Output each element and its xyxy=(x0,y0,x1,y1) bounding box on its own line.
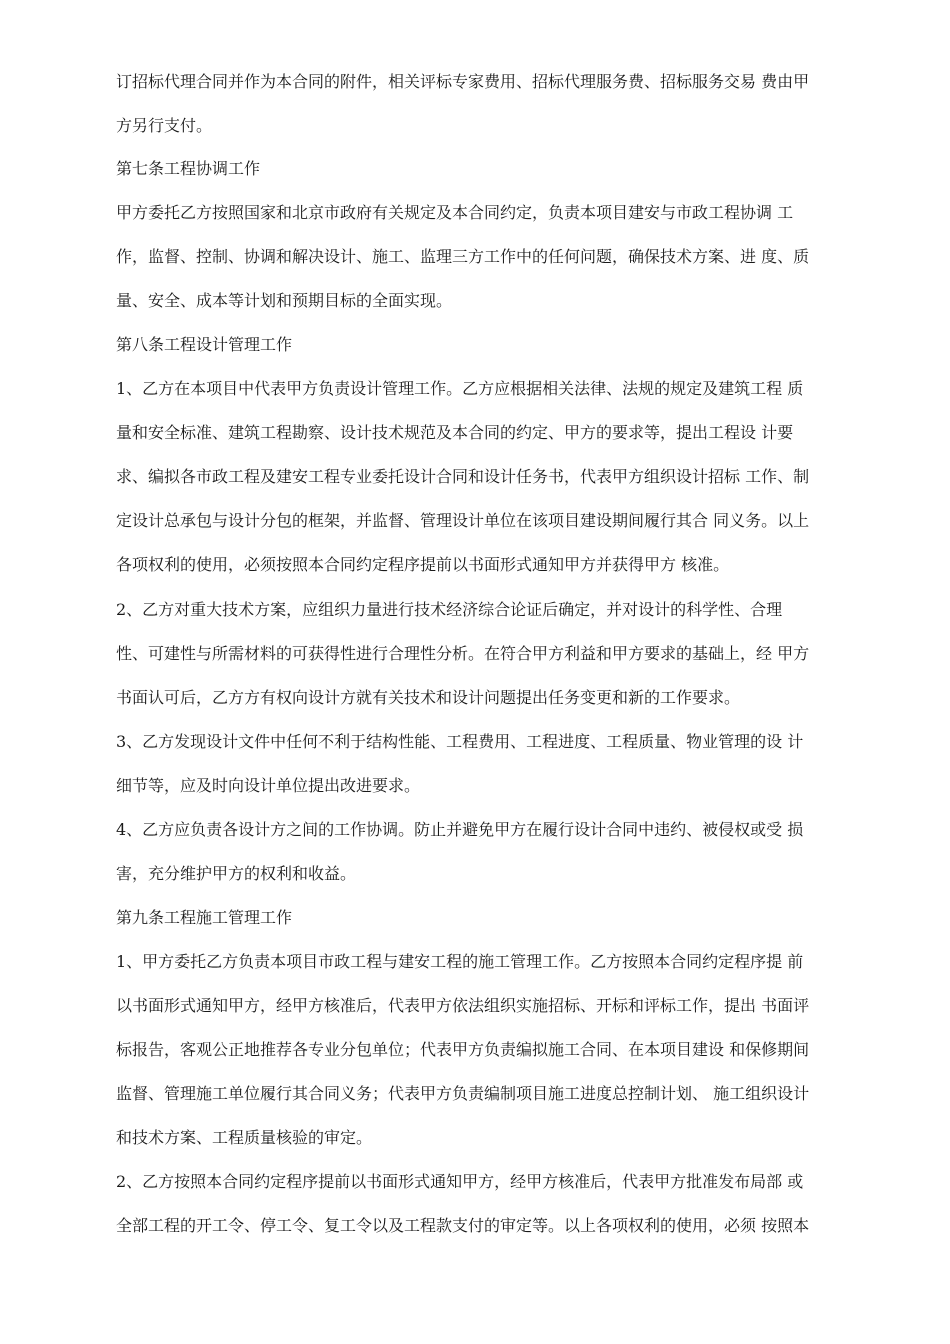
body-line: 4、乙方应负责各设计方之间的工作协调。防止并避免甲方在履行设计合同中违约、被侵权或受 损 xyxy=(116,820,804,839)
article-heading: 第九条工程施工管理工作 xyxy=(116,908,293,927)
body-line: 以书面形式通知甲方，经甲方核准后，代表甲方依法组织实施招标、开标和评标工作，提出 书面评 xyxy=(116,996,810,1015)
body-line: 各项权利的使用，必须按照本合同约定程序提前以书面形式通知甲方并获得甲方 核准。 xyxy=(116,555,730,574)
body-line: 2、乙方按照本合同约定程序提前以书面形式通知甲方，经甲方核准后，代表甲方批准发布局部 或 xyxy=(116,1172,804,1191)
body-line: 订招标代理合同并作为本合同的附件，相关评标专家费用、招标代理服务费、招标服务交易 费由甲 xyxy=(116,72,810,91)
body-line: 细节等，应及时向设计单位提出改进要求。 xyxy=(116,776,421,795)
body-line: 2、乙方对重大技术方案，应组织力量进行技术经济综合论证后确定，并对设计的科学性、合理 xyxy=(116,600,783,619)
body-line: 1、甲方委托乙方负责本项目市政工程与建安工程的施工管理工作。乙方按照本合同约定程序提 前 xyxy=(116,952,804,971)
body-line: 求、编拟各市政工程及建安工程专业委托设计合同和设计任务书，代表甲方组织设计招标 工作、制 xyxy=(116,467,810,486)
body-line: 1、乙方在本项目中代表甲方负责设计管理工作。乙方应根据相关法律、法规的规定及建筑工程 质 xyxy=(116,379,804,398)
body-line: 和技术方案、工程质量核验的审定。 xyxy=(116,1128,373,1147)
body-line: 书面认可后，乙方方有权向设计方就有关技术和设计问题提出任务变更和新的工作要求。 xyxy=(116,688,741,707)
body-line: 量、安全、成本等计划和预期目标的全面实现。 xyxy=(116,291,453,310)
body-line: 作，监督、控制、协调和解决设计、施工、监理三方工作中的任何问题，确保技术方案、进 度、质 xyxy=(116,247,810,266)
body-line: 量和安全标准、建筑工程勘察、设计技术规范及本合同的约定、甲方的要求等，提出工程设 计要 xyxy=(116,423,794,442)
body-line: 全部工程的开工令、停工令、复工令以及工程款支付的审定等。以上各项权利的使用，必须 按照本 xyxy=(116,1216,810,1235)
body-line: 定设计总承包与设计分包的框架，并监督、管理设计单位在该项目建设期间履行其合 同义务。以上 xyxy=(116,511,810,530)
body-line: 标报告，客观公正地推荐各专业分包单位；代表甲方负责编拟施工合同、在本项目建设 和保修期间 xyxy=(116,1040,810,1059)
body-line: 害，充分维护甲方的权利和收益。 xyxy=(116,864,357,883)
body-line: 3、乙方发现设计文件中任何不利于结构性能、工程费用、工程进度、工程质量、物业管理的设 计 xyxy=(116,732,804,751)
article-heading: 第八条工程设计管理工作 xyxy=(116,335,293,354)
body-line: 监督、管理施工单位履行其合同义务；代表甲方负责编制项目施工进度总控制计划、 施工组织设计 xyxy=(116,1084,810,1103)
body-line: 方另行支付。 xyxy=(116,116,213,135)
body-line: 甲方委托乙方按照国家和北京市政府有关规定及本合同约定，负责本项目建安与市政工程协调 工 xyxy=(116,203,794,222)
article-heading: 第七条工程协调工作 xyxy=(116,159,261,178)
body-line: 性、可建性与所需材料的可获得性进行合理性分析。在符合甲方利益和甲方要求的基础上，经 甲方 xyxy=(116,644,810,663)
